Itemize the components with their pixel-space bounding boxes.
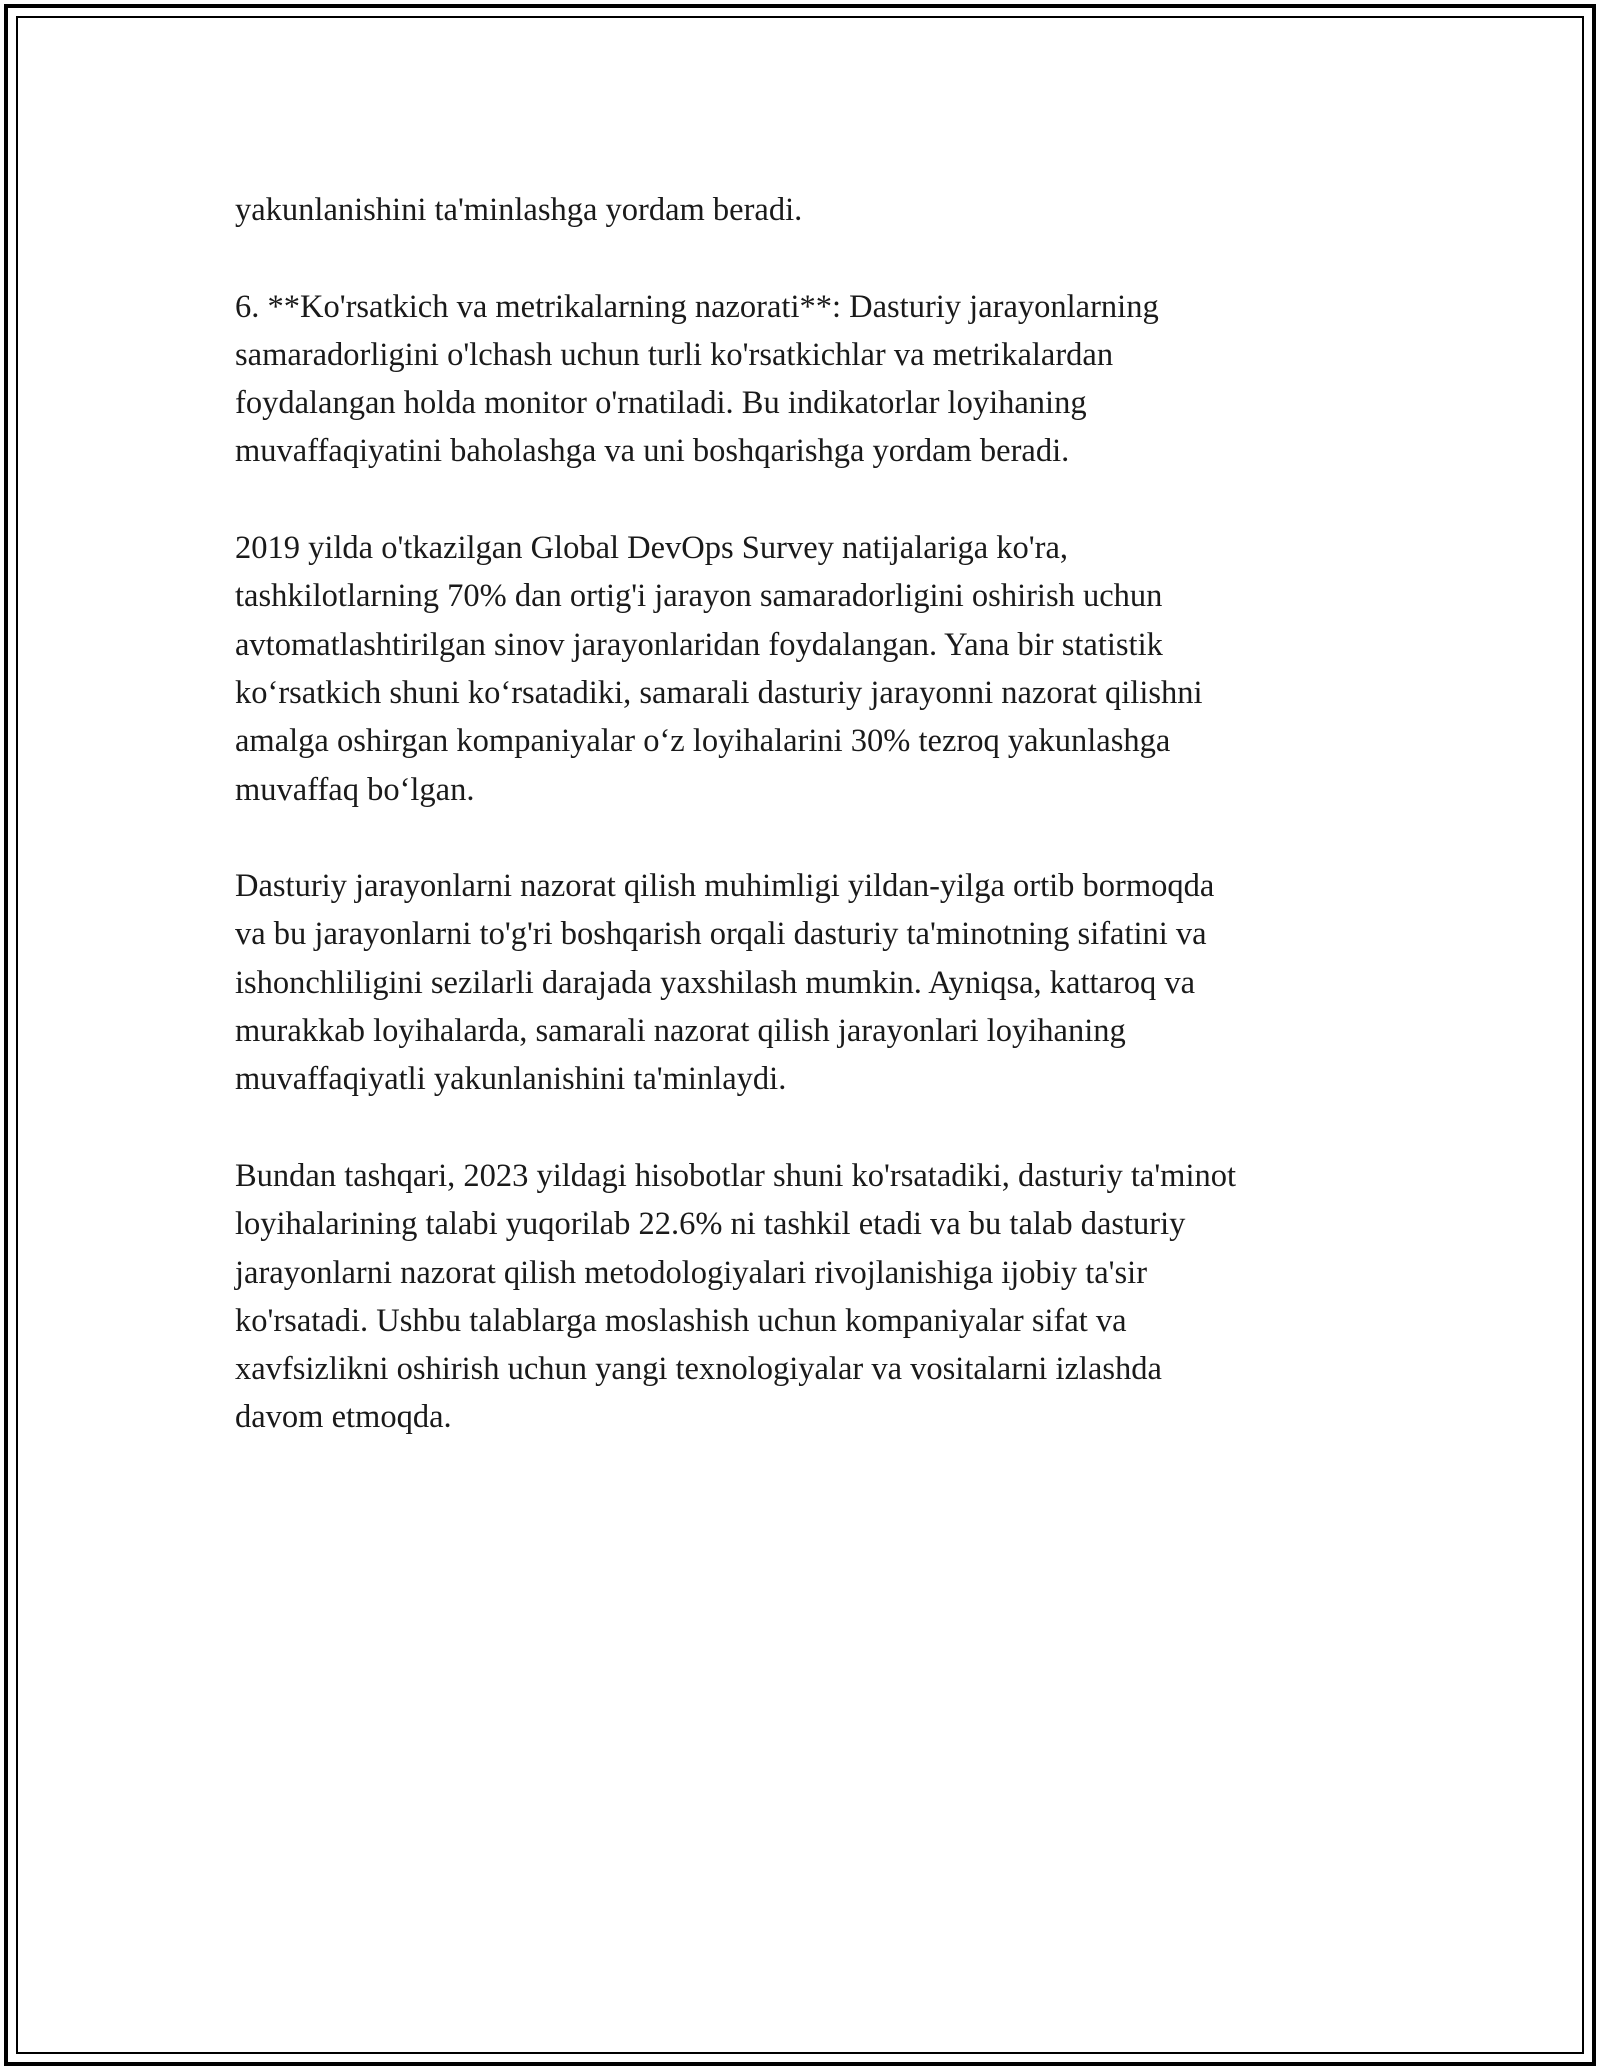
- text-line: Dasturiy jarayonlarni nazorat qilish muhimligi yildan-yilga ortib bormoqda: [235, 868, 1215, 905]
- text-line: yakunlanishini ta'minlashga yordam beradi.: [235, 192, 803, 228]
- text-line: muvaffaq bo‘lgan.: [235, 771, 475, 808]
- paragraph-devops-survey: [235, 524, 1385, 814]
- text-line: jarayonlarni nazorat qilish metodologiyalari rivojlanishiga ijobiy ta'sir: [235, 1254, 1148, 1291]
- text-line: 6. **Ko'rsatkich va metrikalarning nazorati**: Dasturiy jarayonlarning: [235, 288, 1159, 325]
- text-line: muvaffaqiyatini baholashga va uni boshqarishga yordam beradi.: [235, 433, 1070, 470]
- text-line: davom etmoqda.: [235, 1399, 452, 1436]
- paragraph-importance: [235, 862, 1385, 1103]
- text-line: avtomatlashtirilgan sinov jarayonlaridan foydalangan. Yana bir statistik: [235, 626, 1163, 663]
- text-line: ko'rsatadi. Ushbu talablarga moslashish uchun kompaniyalar sifat va: [235, 1302, 1127, 1339]
- text-line: 2019 yilda o'tkazilgan Global DevOps Survey natijalariga ko'ra,: [235, 530, 1069, 567]
- text-line: muvaffaqiyatli yakunlanishini ta'minlaydi.: [235, 1061, 787, 1098]
- text-line: ko‘rsatkich shuni ko‘rsatadiki, samarali dasturiy jarayonni nazorat qilishni: [235, 674, 1203, 711]
- text-line: foydalangan holda monitor o'rnatiladi. Bu indikatorlar loyihaning: [235, 385, 1087, 422]
- paragraph-metrics-control: [235, 283, 1385, 476]
- paragraph-continuation: [235, 186, 1385, 234]
- text-line: murakkab loyihalarda, samarali nazorat qilish jarayonlari loyihaning: [235, 1013, 1126, 1050]
- text-line: loyihalarining talabi yuqorilab 22.6% ni tashkil etadi va bu talab dasturiy: [235, 1206, 1186, 1243]
- text-line: tashkilotlarning 70% dan ortig'i jarayon samaradorligini oshirish uchun: [235, 578, 1163, 615]
- text-line: ishonchliligini sezilarli darajada yaxshilash mumkin. Ayniqsa, kattaroq va: [235, 964, 1196, 1001]
- text-line: amalga oshirgan kompaniyalar o‘z loyihalarini 30% tezroq yakunlashga: [235, 723, 1171, 760]
- document-body: [235, 186, 1385, 1490]
- text-line: va bu jarayonlarni to'g'ri boshqarish orqali dasturiy ta'minotning sifatini va: [235, 916, 1207, 953]
- text-line: samaradorligini o'lchash uchun turli ko'rsatkichlar va metrikalardan: [235, 336, 1114, 373]
- text-line: xavfsizlikni oshirish uchun yangi texnologiyalar va vositalarni izlashda: [235, 1351, 1162, 1388]
- paragraph-2023-reports: [235, 1152, 1385, 1442]
- text-line: Bundan tashqari, 2023 yildagi hisobotlar shuni ko'rsatadiki, dasturiy ta'minot: [235, 1157, 1237, 1194]
